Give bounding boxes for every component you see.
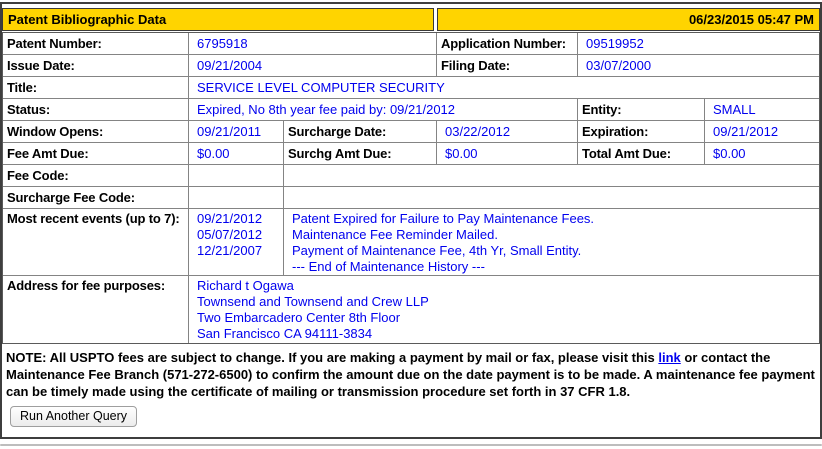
event-date: 05/07/2012 [197,227,263,242]
fee-amt-due-label: Fee Amt Due: [3,143,189,165]
filing-date-label: Filing Date: [437,55,578,77]
address-label: Address for fee purposes: [3,276,189,343]
note-text-after: or contact the Maintenance Fee Branch (571-272-6500) to confirm the amount due on the date payment is to be made. A maintenance fee payment can be timely made using the certificate of mailing or transmission procedure set forth in 37 CFR 1.8. [6,350,815,399]
issue-date-label: Issue Date: [3,55,189,77]
page-header [2,8,820,31]
event-date: 09/21/2012 [197,211,263,226]
application-number-value: 09519952 [578,33,819,55]
window-opens-label: Window Opens: [3,121,189,143]
page-title-cell [2,8,434,31]
patent-number-label: Patent Number: [3,33,189,55]
title-label: Title: [3,77,189,99]
filing-date-value: 03/07/2000 [578,55,819,77]
note-link[interactable]: link [658,350,681,365]
expiration-label: Expiration: [578,121,705,143]
surcharge-date-value: 03/22/2012 [437,121,578,143]
surchg-amt-due-label: Surchg Amt Due: [284,143,437,165]
note-text-before: NOTE: All USPTO fees are subject to change. If you are making a payment by mail or fax, please visit this [6,350,659,365]
total-amt-due-value: $0.00 [705,143,819,165]
entity-label: Entity: [578,99,705,121]
title-value: SERVICE LEVEL COMPUTER SECURITY [189,77,819,99]
fee-amt-due-value: $0.00 [189,143,284,165]
address-value [189,276,819,343]
page-title: Patent Bibliographic Data [8,12,167,27]
total-amt-due-label: Total Amt Due: [578,143,705,165]
address-line: Townsend and Townsend and Crew LLP [197,294,429,309]
fee-code-value-extra [284,165,819,187]
content-frame [0,2,822,439]
event-date: 12/21/2007 [197,243,263,258]
entity-value: SMALL [705,99,819,121]
bibliographic-table [2,32,820,344]
surcharge-fee-code-value [189,187,284,209]
expiration-value: 09/21/2012 [705,121,819,143]
datetime-cell [437,8,820,31]
event-description: --- End of Maintenance History --- [292,259,485,274]
event-description: Patent Expired for Failure to Pay Maintenance Fees. [292,211,595,226]
address-line: San Francisco CA 94111-3834 [197,326,373,341]
surcharge-fee-code-value-extra [284,187,819,209]
event-descriptions [284,209,819,276]
surcharge-fee-code-label: Surcharge Fee Code: [3,187,189,209]
event-dates [189,209,284,276]
application-number-label: Application Number: [437,33,578,55]
surcharge-date-label: Surcharge Date: [284,121,437,143]
status-label: Status: [3,99,189,121]
fee-code-value [189,165,284,187]
event-description: Payment of Maintenance Fee, 4th Yr, Small Entity. [292,243,582,258]
events-label: Most recent events (up to 7): [3,209,189,276]
run-another-query-button[interactable]: Run Another Query [10,406,137,427]
window-opens-value: 09/21/2011 [189,121,284,143]
address-line: Two Embarcadero Center 8th Floor [197,310,401,325]
status-value: Expired, No 8th year fee paid by: 09/21/2012 [189,99,578,121]
fees-note [4,349,818,400]
patent-number-value: 6795918 [189,33,437,55]
event-description: Maintenance Fee Reminder Mailed. [292,227,498,242]
issue-date-value: 09/21/2004 [189,55,437,77]
address-line: Richard t Ogawa [197,278,294,293]
bottom-divider [0,444,822,446]
fee-code-label: Fee Code: [3,165,189,187]
timestamp: 06/23/2015 05:47 PM [688,12,814,27]
surchg-amt-due-value: $0.00 [437,143,578,165]
